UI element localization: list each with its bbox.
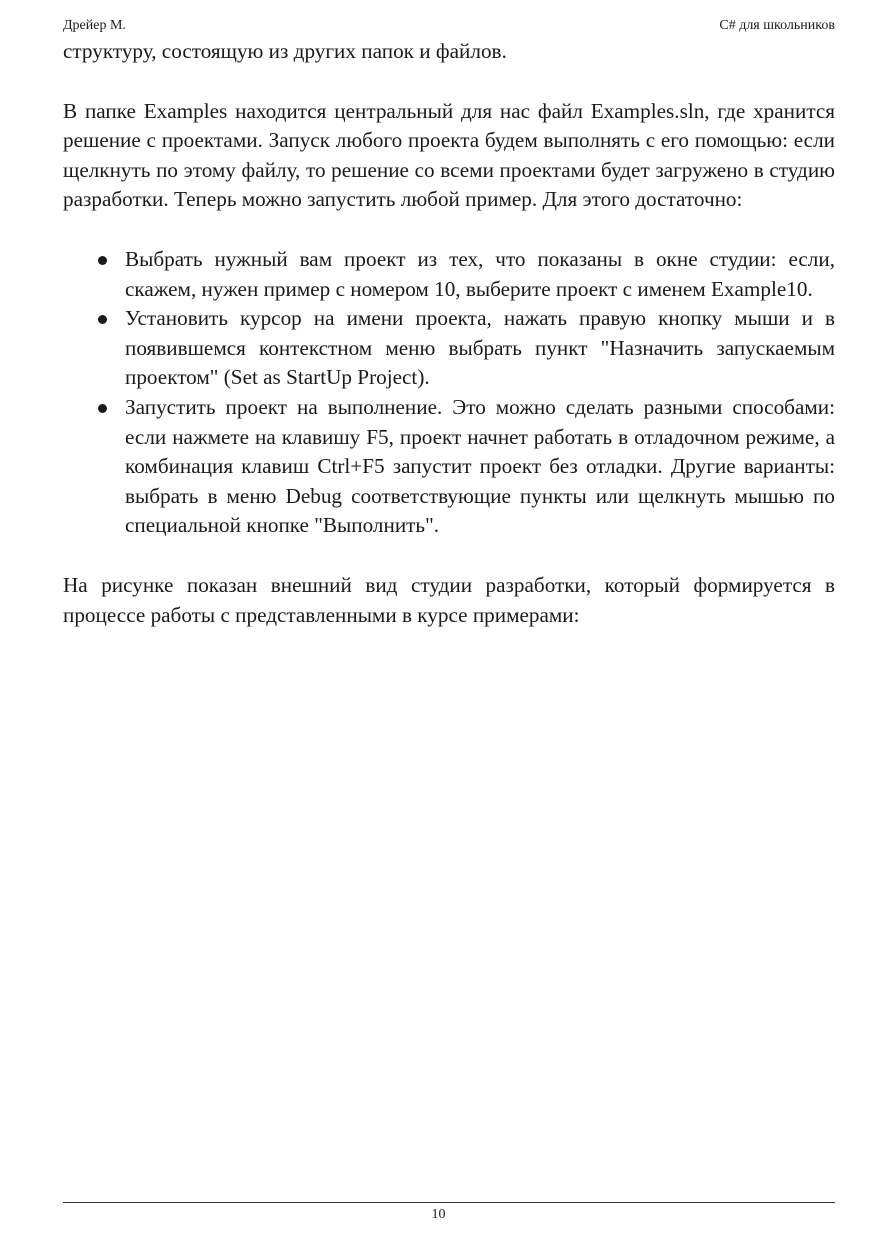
list-item — [125, 393, 835, 541]
list-item-text: Запустить проект на выполнение. Это можно сделать разными способами: если нажмете на клавишу F5, проект начнет работать в отладочном режиме, а комбинация клавиш Ctrl+F5 запустит проект без отладки. Другие варианты: выбрать в меню Debug соответствующие пункты или щелкнуть мышью по специальной кнопке "Выполнить". — [125, 394, 835, 538]
header-author: Дрейер М. — [63, 18, 126, 33]
list-item-text: Выбрать нужный вам проект из тех, что показаны в окне студии: если, скажем, нужен пример с номером 10, выберите проект с именем Example10. — [125, 246, 835, 301]
list-item — [125, 304, 835, 393]
bullet-dot-icon — [98, 256, 107, 265]
list-item — [125, 245, 835, 304]
list-item-text: Установить курсор на имени проекта, нажать правую кнопку мыши и в появившемся контекстном меню выбрать пункт "Назначить запускаемым проектом" (Set as StartUp Project). — [125, 306, 835, 390]
paragraph-figure-intro: На рисунке показан внешний вид студии разработки, который формируется в процессе работы с представленными в курсе примерами: — [63, 572, 835, 627]
bullet-dot-icon — [98, 404, 107, 413]
paragraph-continuation: структуру, состоящую из других папок и файлов. — [63, 39, 507, 63]
paragraph-examples-folder: В папке Examples находится центральный для нас файл Examples.sln, где хранится решение с проектами. Запуск любого проекта будем выполнять с его помощью: если щелкнуть по этому файлу, то решение со всеми проектами будет загружено в студию разработки. Теперь можно запустить любой пример. Для этого достаточно: — [63, 98, 835, 212]
footer-divider — [63, 1202, 835, 1203]
steps-list — [63, 245, 835, 541]
running-header — [63, 16, 835, 36]
page-number: 10 — [431, 1207, 446, 1222]
bullet-dot-icon — [98, 315, 107, 324]
page-content — [63, 37, 835, 630]
header-book-title: C# для школьников — [719, 18, 835, 33]
